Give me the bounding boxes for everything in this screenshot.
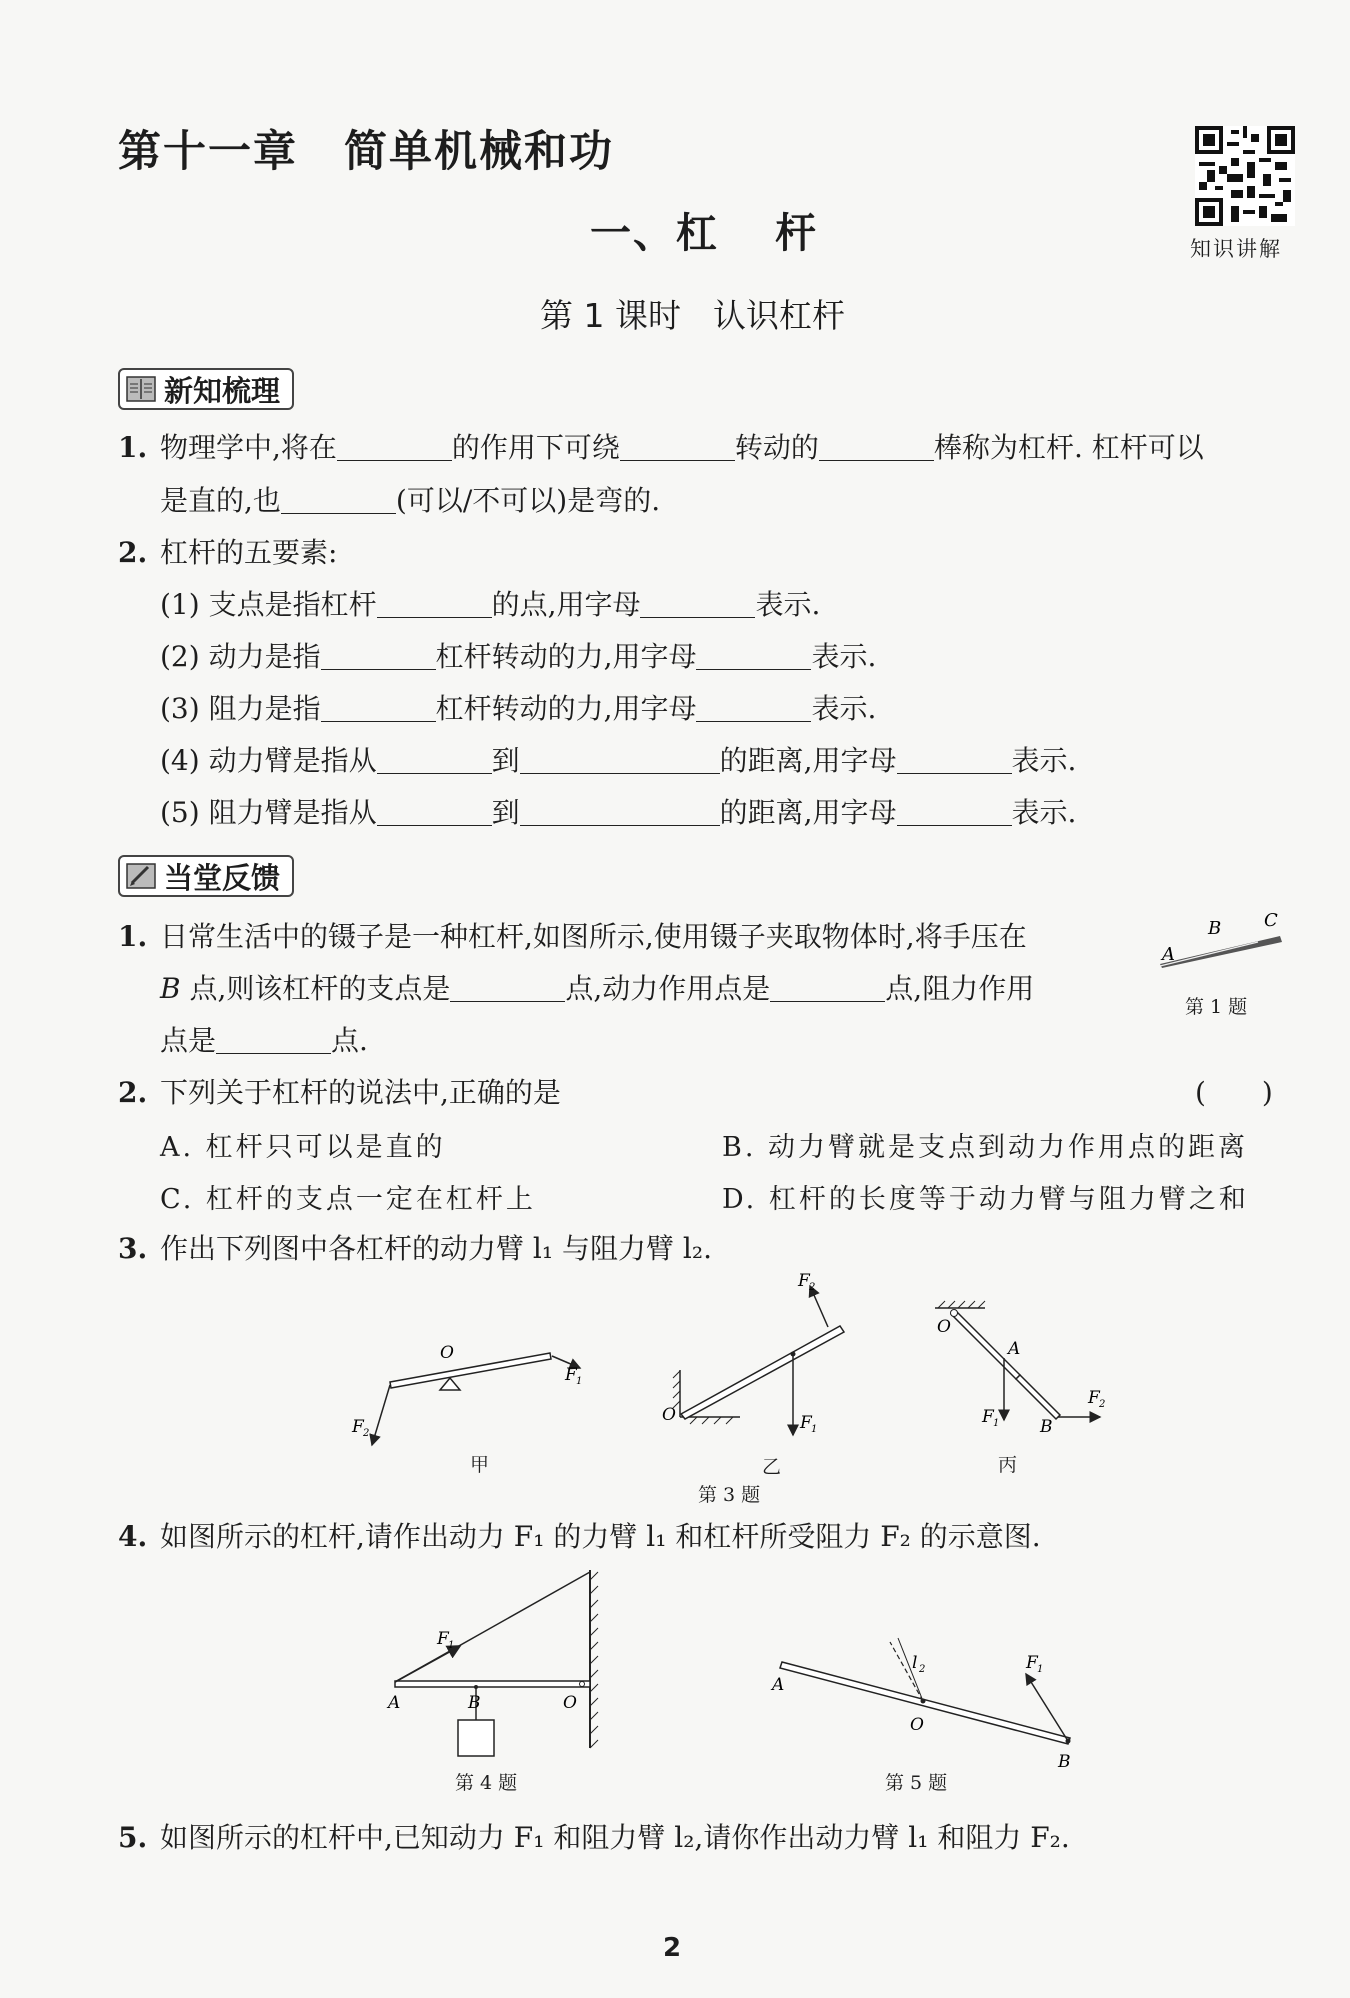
figure-4-lever <box>380 1560 620 1760</box>
svg-text:l: l <box>912 1653 918 1673</box>
svg-text:1: 1 <box>811 1424 818 1435</box>
element-fulcrum: (1) 支点是指杠杆 的点,用字母 表示. <box>160 588 821 621</box>
lever-yi <box>662 1271 844 1435</box>
answer-paren[interactable]: ( ) <box>1195 1076 1273 1109</box>
section-badge-label: 新知梳理 <box>164 373 281 408</box>
answer-blank[interactable] <box>819 430 934 461</box>
answer-blank[interactable] <box>216 1023 331 1054</box>
section-title-a: 杠 <box>676 209 719 257</box>
book-icon <box>126 376 156 402</box>
answer-blank[interactable] <box>640 587 755 618</box>
page-number: 2 <box>663 1933 682 1963</box>
pencil-note-icon <box>126 863 156 889</box>
svg-text:F: F <box>1026 1653 1038 1673</box>
svg-text:F: F <box>352 1417 364 1437</box>
svg-text:A: A <box>1008 1339 1021 1359</box>
answer-blank[interactable] <box>321 691 436 722</box>
option-D[interactable]: D. 杠杆的长度等于动力臂与阻力臂之和 <box>722 1184 1249 1215</box>
option-B[interactable]: B. 动力臂就是支点到动力作用点的距离 <box>722 1132 1249 1163</box>
svg-text:1: 1 <box>448 1640 455 1651</box>
element-resistance-force: (3) 阻力是指 杠杆转动的力,用字母 表示. <box>160 692 877 725</box>
svg-text:2: 2 <box>919 1664 926 1675</box>
svg-text:F: F <box>565 1365 577 1385</box>
answer-blank[interactable] <box>377 743 492 774</box>
figure-1-caption: 第 1 题 <box>1185 996 1248 1018</box>
svg-text:B: B <box>1040 1417 1053 1437</box>
figure-3-label-jia: 甲 <box>470 1454 490 1476</box>
svg-text:F: F <box>437 1629 449 1649</box>
svg-text:2: 2 <box>1099 1399 1106 1410</box>
svg-text:O: O <box>937 1317 951 1337</box>
point-C-label: C <box>1264 912 1278 931</box>
svg-text:O: O <box>910 1715 924 1735</box>
svg-text:O: O <box>563 1693 577 1713</box>
svg-text:F: F <box>800 1413 812 1433</box>
svg-text:F: F <box>798 1271 810 1291</box>
lever-jia <box>351 1343 582 1445</box>
s1-question-2: 2. 杠杆的五要素: <box>118 536 338 569</box>
s2-question-1-line1: 1. 日常生活中的镊子是一种杠杆,如图所示,使用镊子夹取物体时,将手压在 <box>118 920 1027 953</box>
answer-blank[interactable] <box>377 795 492 826</box>
svg-text:1: 1 <box>576 1376 583 1387</box>
svg-text:1: 1 <box>1037 1664 1044 1675</box>
chapter-title: 简单机械和功 <box>344 127 614 177</box>
figure-4-caption: 第 4 题 <box>455 1772 518 1794</box>
s2-question-3: 3. 作出下列图中各杠杆的动力臂 l₁ 与阻力臂 l₂. <box>118 1232 712 1265</box>
answer-blank[interactable] <box>520 743 720 774</box>
s1-question-1-line2: 是直的,也 (可以/不可以)是弯的. <box>160 484 661 517</box>
figure-3-label-bing: 丙 <box>998 1454 1018 1476</box>
svg-text:O: O <box>662 1405 676 1425</box>
section-badge-feedback <box>118 855 294 897</box>
figure-5-caption: 第 5 题 <box>885 1772 948 1794</box>
svg-text:A: A <box>772 1675 785 1695</box>
element-effort-force: (2) 动力是指 杠杆转动的力,用字母 表示. <box>160 640 877 673</box>
qr-label: 知识讲解 <box>1190 237 1282 261</box>
section-title-b: 杆 <box>775 209 818 257</box>
chapter-number: 第十一章 <box>118 127 298 177</box>
answer-blank[interactable] <box>520 795 720 826</box>
section-badge-new-knowledge <box>118 368 294 410</box>
answer-blank[interactable] <box>450 971 565 1002</box>
svg-text:F: F <box>1088 1388 1100 1408</box>
section-heading <box>590 200 818 259</box>
lever-bing <box>935 1301 1105 1437</box>
s1-question-1-line1: 1. 物理学中,将在 的作用下可绕 转动的 棒称为杠杆. 杠杆可以 <box>118 431 1204 464</box>
svg-text:B: B <box>1058 1752 1071 1770</box>
answer-blank[interactable] <box>377 587 492 618</box>
point-A-label: A <box>1162 944 1175 965</box>
s2-question-1-line2: B 点,则该杠杆的支点是 点,动力作用点是 点,阻力作用 <box>160 972 1035 1005</box>
point-B-label: B <box>1208 918 1222 939</box>
figure-5-lever <box>770 1630 1090 1770</box>
answer-blank[interactable] <box>281 483 396 514</box>
svg-text:1: 1 <box>993 1418 1000 1429</box>
section-badge-label: 当堂反馈 <box>164 860 281 895</box>
lesson-title: 认识杠杆 <box>712 296 845 335</box>
section-number: 一、 <box>590 209 676 257</box>
figure-1-tweezers <box>1150 912 1290 992</box>
svg-text:2: 2 <box>363 1428 370 1439</box>
s2-question-1-line3: 点是 点. <box>160 1024 368 1057</box>
answer-blank[interactable] <box>770 971 885 1002</box>
answer-blank[interactable] <box>897 743 1012 774</box>
lesson-heading <box>540 290 845 337</box>
answer-blank[interactable] <box>620 430 735 461</box>
qr-code-icon[interactable] <box>1195 126 1295 226</box>
svg-text:A: A <box>388 1693 401 1713</box>
element-effort-arm: (4) 动力臂是指从 到 的距离,用字母 表示. <box>160 744 1077 777</box>
answer-blank[interactable] <box>321 639 436 670</box>
answer-blank[interactable] <box>897 795 1012 826</box>
answer-blank[interactable] <box>696 639 811 670</box>
s2-question-4: 4. 如图所示的杠杆,请作出动力 F₁ 的力臂 l₁ 和杠杆所受阻力 F₂ 的示意图. <box>118 1520 1041 1553</box>
chapter-heading <box>118 118 614 179</box>
answer-blank[interactable] <box>337 430 452 461</box>
svg-text:2: 2 <box>809 1282 816 1293</box>
s2-question-5: 5. 如图所示的杠杆中,已知动力 F₁ 和阻力臂 l₂,请你作出动力臂 l₁ 和阻力 F₂. <box>118 1821 1070 1854</box>
s2-question-2: 2. 下列关于杠杆的说法中,正确的是 <box>118 1076 561 1109</box>
option-C[interactable]: C. 杠杆的支点一定在杠杆上 <box>160 1184 536 1215</box>
option-A[interactable]: A. 杠杆只可以是直的 <box>160 1132 446 1163</box>
answer-blank[interactable] <box>696 691 811 722</box>
svg-text:B: B <box>468 1693 481 1713</box>
figure-3-caption: 第 3 题 <box>698 1484 761 1506</box>
tweezers-shape <box>1160 936 1282 968</box>
svg-text:F: F <box>982 1407 994 1427</box>
element-resistance-arm: (5) 阻力臂是指从 到 的距离,用字母 表示. <box>160 796 1077 829</box>
figure-3-label-yi: 乙 <box>762 1456 782 1478</box>
svg-text:O: O <box>440 1343 454 1363</box>
lesson-number: 第 1 课时 <box>540 296 681 335</box>
